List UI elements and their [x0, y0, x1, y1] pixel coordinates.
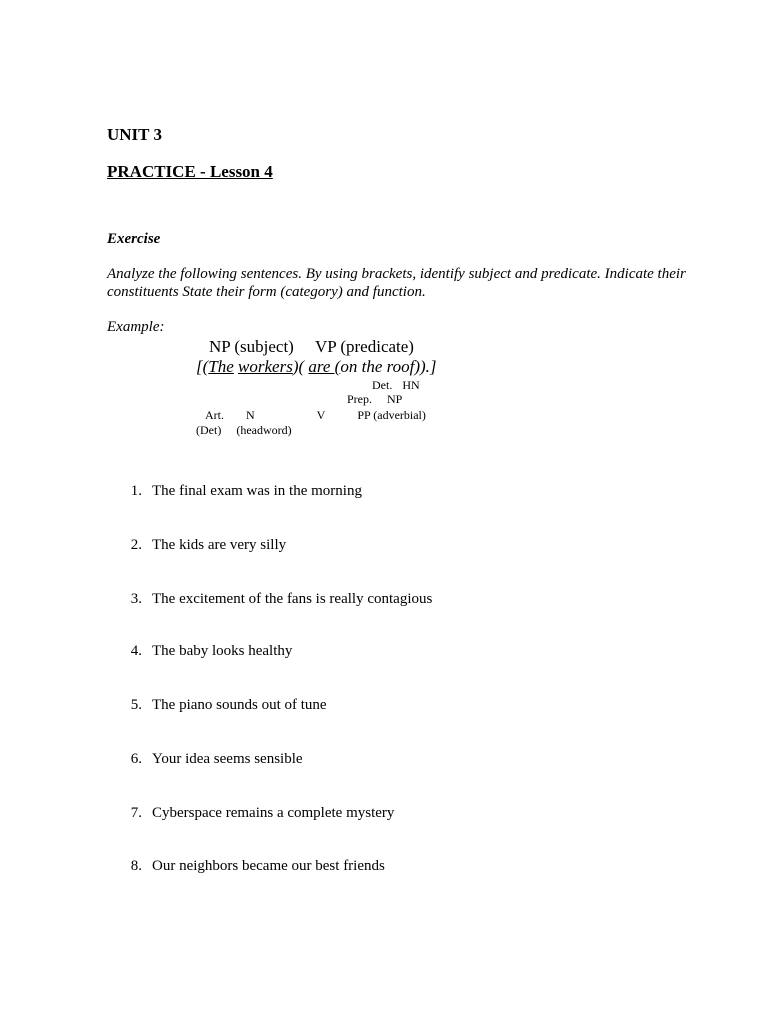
annotation-hn: HN [402, 378, 420, 392]
sentence-word-workers: workers [238, 357, 293, 376]
annotation-headword: (headword) [236, 423, 292, 437]
list-item-text: Your idea seems sensible [152, 751, 303, 767]
annotation-det-headword [196, 423, 292, 438]
annotation-det: Det. [372, 378, 393, 392]
exercise-instructions: Analyze the following sentences. By using brackets, identify subject and predicate. Indicate their constituents State their form (category) and function. [107, 266, 686, 300]
sentence-mid-bracket: )( [292, 357, 309, 376]
list-item-text: The excitement of the fans is really contagious [152, 591, 433, 607]
list-item-text: The piano sounds out of tune [152, 697, 327, 713]
annotation-n: N [246, 408, 255, 422]
list-item-text: The final exam was in the morning [152, 483, 362, 499]
annotation-v: V [316, 408, 326, 422]
list-item-number: 1. [130, 483, 142, 499]
example-sentence [196, 357, 437, 377]
example-label: Example: [107, 319, 165, 335]
annotation-art: Art. [205, 408, 224, 422]
annotation-prep-np [347, 392, 402, 407]
list-item-number: 2. [130, 537, 142, 553]
vp-predicate-label: VP (predicate) [315, 337, 414, 356]
sentence-word-the: The [208, 357, 234, 376]
annotation-prep: Prep. [347, 392, 372, 406]
unit-title: UNIT 3 [107, 125, 162, 144]
list-item-number: 4. [130, 643, 142, 659]
np-subject-label: NP (subject) [209, 337, 294, 356]
annotation-art-n-v-pp [205, 408, 426, 423]
practice-title: PRACTICE - Lesson 4 [107, 162, 273, 181]
list-item-number: 6. [130, 751, 142, 767]
list-item-number: 7. [130, 805, 142, 821]
annotation-det-hn [372, 378, 420, 393]
annotation-np: NP [387, 392, 403, 406]
sentence-open-bracket: [( [196, 357, 209, 376]
list-item-text: The kids are very silly [152, 537, 287, 553]
list-item-text: The baby looks healthy [152, 643, 293, 659]
sentence-rest: on the roof)).] [340, 357, 437, 376]
list-item-number: 3. [130, 591, 142, 607]
annotation-det-paren: (Det) [196, 423, 222, 437]
list-item-text: Our neighbors became our best friends [152, 858, 385, 874]
sentence-word-are: are ( [308, 357, 341, 376]
exercise-label: Exercise [107, 231, 161, 247]
list-item-number: 8. [130, 858, 142, 874]
list-item-text: Cyberspace remains a complete mystery [152, 805, 395, 821]
annotation-pp: PP (adverbial) [357, 408, 426, 422]
list-item-number: 5. [130, 697, 142, 713]
